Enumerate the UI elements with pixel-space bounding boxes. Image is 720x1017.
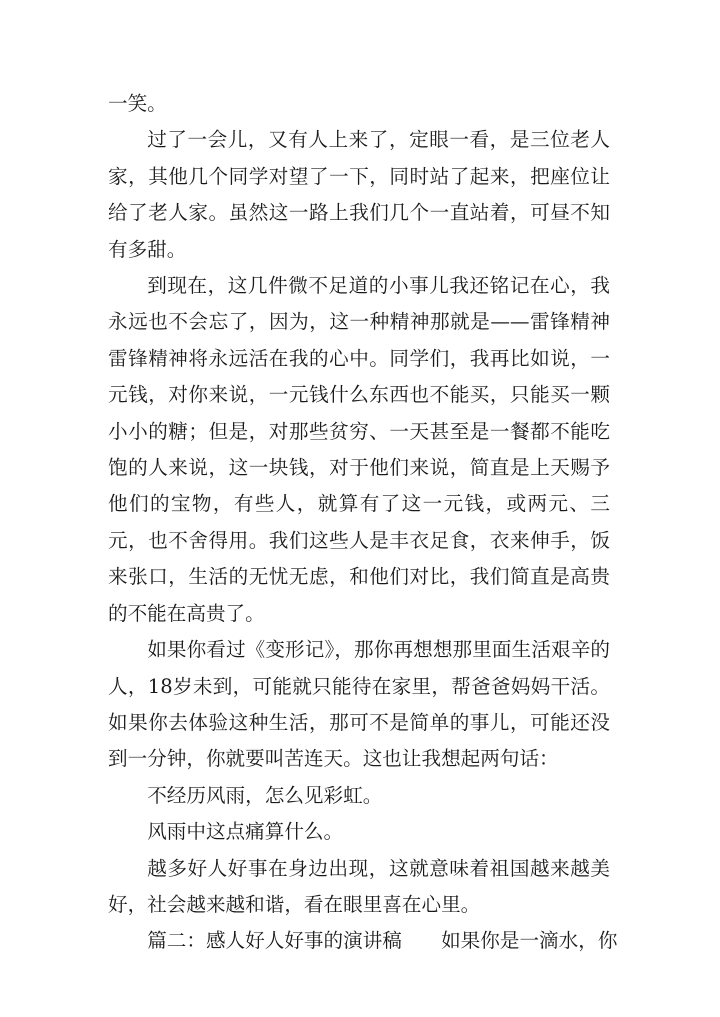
body-text [108,86,618,960]
paragraph-7: 越多好人好事在身边出现，这就意味着祖国越来越美好，社会越来越和谐，看在眼里喜在心里。 [108,856,610,916]
paragraph-2: 过了一会儿，又有人上来了，定眼一看，是三位老人家，其他几个同学对望了一下，同时站了起来，把座位让给了老人家。虽然这一路上我们几个一直站着，可昼不知有多甜。 [108,128,610,261]
paragraph-3: 到现在，这几件微不足道的小事儿我还铭记在心，我永远也不会忘了，因为，这一种精神那就是——雷锋精神雷锋精神将永远活在我的心中。同学们，我再比如说，一元钱，对你来说，一元钱什么东西也不能买，只能买一颗小小的糖；但是，对那些贫穷、一天甚至是一餐都不能吃饱的人来说，这一块钱，对于他们来说，简直是上天赐予他们的宝物，有些人，就算有了这一元钱，或两元、三元，也不舍得用。我们这些人是丰衣足食，衣来伸手，饭来张口，生活的无忧无虑，和他们对比，我们简直是高贵的不能在高贵了。 [108,274,610,625]
paragraph-8-section-heading: 篇二：感人好人好事的演讲稿 如果你是一滴水，你 [147,929,618,953]
paragraph-4: 如果你看过《变形记》，那你再想想那里面生活艰辛的人，18岁未到，可能就只能待在家里，帮爸爸妈妈干活。如果你去体验这种生活，那可不是简单的事儿，可能还没到一分钟，你就要叫苦连天。这也让我想起两句话： [108,638,610,771]
paragraph-6: 风雨中这点痛算什么。 [147,820,344,844]
paragraph-5: 不经历风雨，怎么见彩虹。 [147,783,383,807]
paragraph-1: 一笑。 [108,92,167,115]
